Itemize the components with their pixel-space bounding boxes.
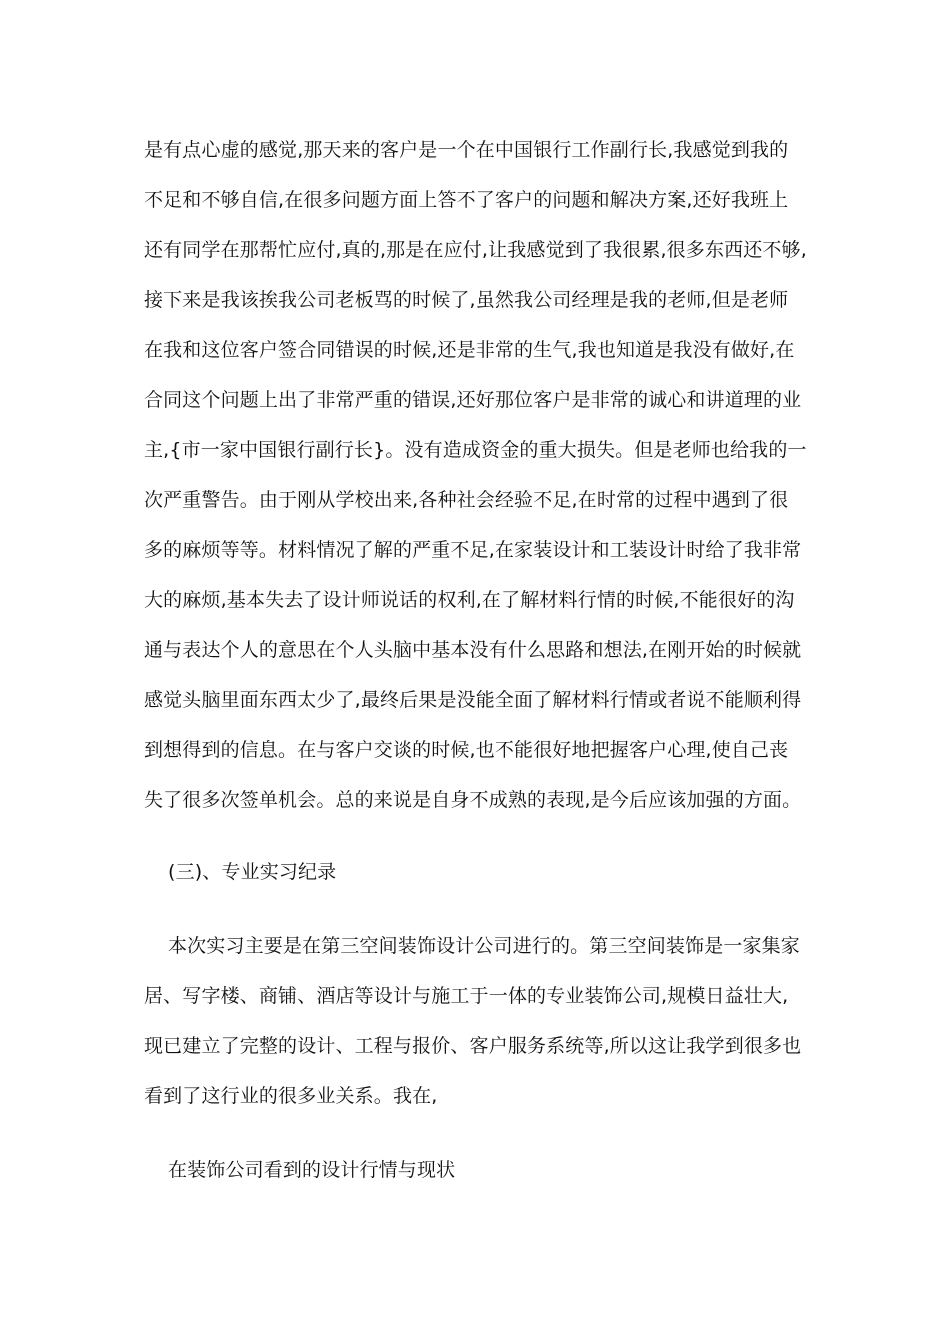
text-line: 失了很多次签单机会。总的来说是自身不成熟的表现,是今后应该加强的方面。 xyxy=(144,789,802,811)
text-line: 多的麻烦等等。材料情况了解的严重不足,在家装设计和工装设计时给了我非常 xyxy=(144,539,802,561)
text-line: 居、写字楼、商铺、酒店等设计与施工于一体的专业装饰公司,规模日益壮大, xyxy=(144,985,789,1007)
text-line: 接下来是我该挨我公司老板骂的时候了,虽然我公司经理是我的老师,但是老师 xyxy=(144,289,789,311)
text-line: 现已建立了完整的设计、工程与报价、客户服务系统等,所以这让我学到很多也 xyxy=(144,1035,802,1057)
subheading: 在装饰公司看到的设计行情与现状 xyxy=(168,1159,456,1181)
text-line: 看到了这行业的很多业关系。我在, xyxy=(144,1085,438,1107)
text-line: 是有点心虚的感觉,那天来的客户是一个在中国银行工作副行长,我感觉到我的 xyxy=(144,139,789,161)
text-line: 还有同学在那帮忙应付,真的,那是在应付,让我感觉到了我很累,很多东西还不够, xyxy=(144,239,807,261)
text-line: 本次实习主要是在第三空间装饰设计公司进行的。第三空间装饰是一家集家 xyxy=(168,935,800,957)
text-line: 在我和这位客户签合同错误的时候,还是非常的生气,我也知道是我没有做好,在 xyxy=(144,339,795,361)
text-line: 大的麻烦,基本失去了设计师说话的权利,在了解材料行情的时候,不能很好的沟 xyxy=(144,589,795,611)
text-line: 不足和不够自信,在很多问题方面上答不了客户的问题和解决方案,还好我班上 xyxy=(144,189,789,211)
text-line: 主,{市一家中国银行副行长}。没有造成资金的重大损失。但是老师也给我的一 xyxy=(144,439,807,461)
section-heading: (三)、专业实习纪录 xyxy=(168,861,337,883)
text-line: 感觉头脑里面东西太少了,最终后果是没能全面了解材料行情或者说不能顺利得 xyxy=(144,689,802,711)
text-line: 通与表达个人的意思在个人头脑中基本没有什么思路和想法,在刚开始的时候就 xyxy=(144,639,802,661)
text-line: 次严重警告。由于刚从学校出来,各种社会经验不足,在时常的过程中遇到了很 xyxy=(144,489,789,511)
text-line: 到想得到的信息。在与客户交谈的时候,也不能很好地把握客户心理,使自己丧 xyxy=(144,739,789,761)
text-line: 合同这个问题上出了非常严重的错误,还好那位客户是非常的诚心和讲道理的业 xyxy=(144,389,802,411)
